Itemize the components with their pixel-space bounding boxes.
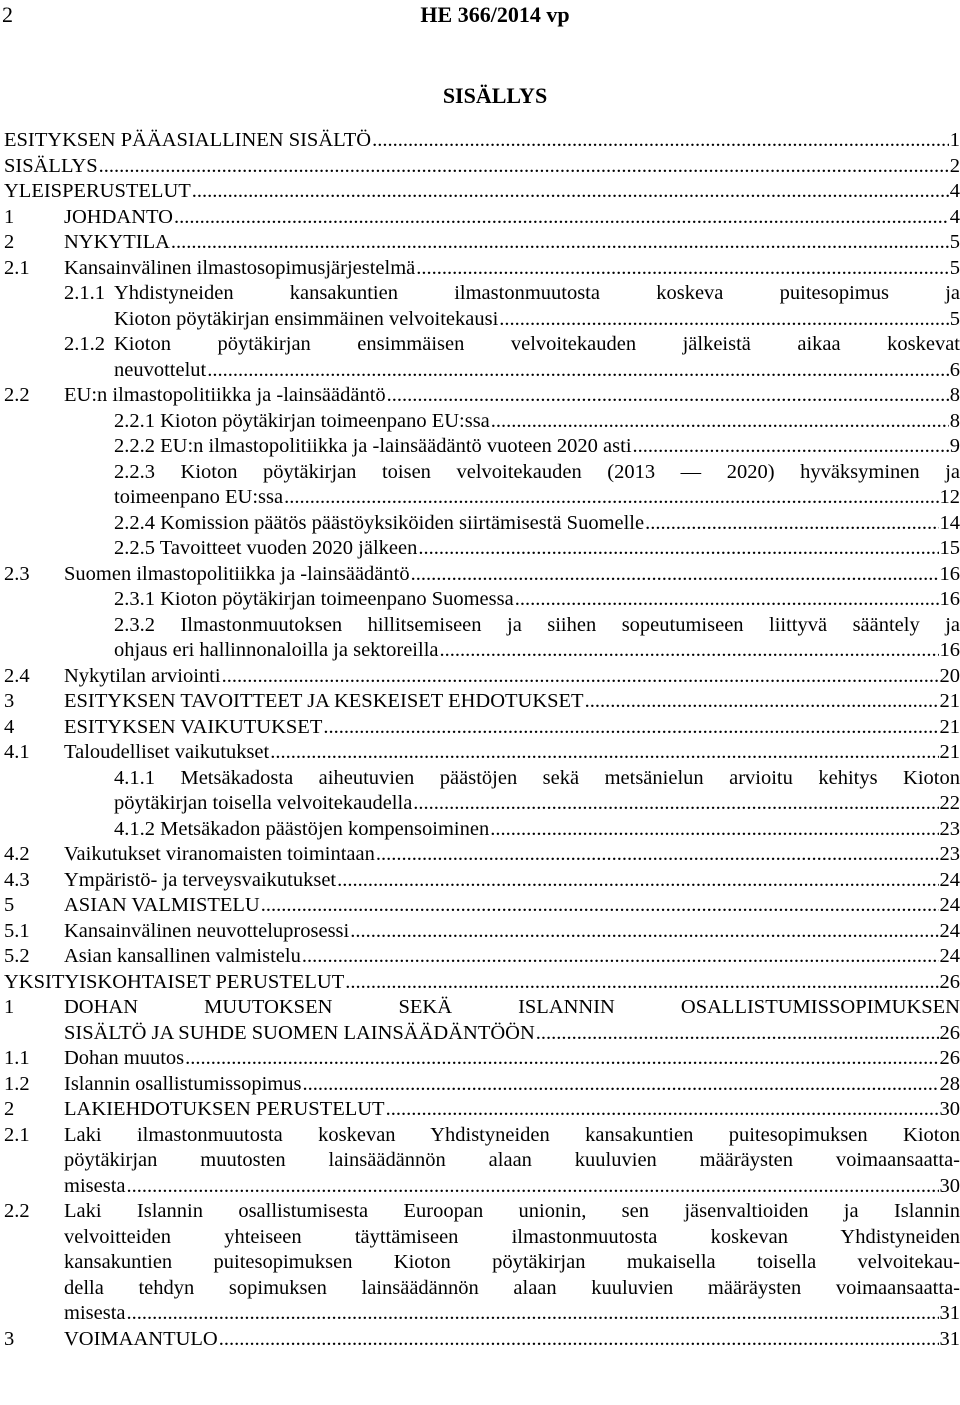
toc-entry-title-line: Kioton pöytäkirjan ensimmäisen velvoitekauden jälkeistä aikaa koskevat: [114, 333, 960, 355]
toc-entry-page: 2: [949, 154, 960, 177]
toc-entry: [4, 842, 960, 868]
toc-entry: [4, 281, 960, 332]
toc-entry: [4, 664, 960, 690]
toc-entry-page: 9: [949, 435, 960, 457]
toc-entry-number: 2.2: [4, 384, 30, 406]
dot-leader: [632, 434, 949, 460]
toc-entry-page: 26: [939, 970, 960, 993]
toc-entry-title-line: YLEISPERUSTELUT: [4, 180, 191, 202]
toc-entry-title-line: ESITYKSEN PÄÄASIALLINEN SISÄLTÖ: [4, 129, 372, 151]
toc-entry-title-line: VOIMAANTULO: [64, 1327, 218, 1350]
toc-entry: [4, 536, 960, 562]
dot-leader: [218, 1327, 939, 1353]
toc-entry-title-line: 2.2.4 Komission päätös päästöyksiköiden siirtämisestä Suomelle: [114, 511, 645, 534]
toc-entry: [4, 332, 960, 383]
toc-entry: [4, 893, 960, 919]
toc-entry: [4, 460, 960, 511]
toc-entry-title-line: pöytäkirjan toisella velvoitekaudella: [114, 792, 413, 814]
toc-entry: [4, 1327, 960, 1353]
dot-leader: [269, 740, 938, 766]
toc-entry-title-line: ohjaus eri hallinnonaloilla ja sektoreilla: [114, 639, 439, 661]
toc-entry-number: 1: [4, 205, 15, 228]
toc-entry-number: 3: [4, 690, 15, 712]
toc-entry-title-line: Islannin osallistumissopimus: [64, 1072, 302, 1095]
toc-entry-title-line: misesta: [64, 1302, 126, 1324]
toc-entry: [4, 409, 960, 435]
toc-entry-number: 2.2: [4, 1200, 30, 1222]
toc-entry-page: 30: [939, 1098, 960, 1120]
toc-entry-page: 22: [939, 792, 960, 814]
toc-entry-title-line: toimeenpano EU:ssa: [114, 486, 284, 508]
toc-entry-number: 2.1.1: [64, 282, 105, 304]
toc-entry-title-line: Kansainvälinen ilmastosopimusjärjestelmä: [64, 256, 416, 279]
toc-entry: [4, 613, 960, 664]
toc-entry-page: 12: [939, 486, 960, 508]
toc-entry-page: 4: [949, 205, 960, 228]
dot-leader: [283, 485, 938, 511]
dot-leader: [344, 970, 938, 996]
toc-entry-page: 26: [939, 1047, 960, 1069]
dot-leader: [535, 1021, 939, 1047]
dot-leader: [415, 256, 948, 282]
toc-entry-title-line: Yhdistyneiden kansakuntien ilmastonmuutosta koskeva puitesopimus ja: [114, 282, 960, 304]
toc-entry: [4, 434, 960, 460]
toc-entry-title-line: Taloudelliset vaikutukset: [64, 741, 270, 763]
dot-leader: [498, 307, 948, 333]
toc-entry-title-line: kansakuntien puitesopimuksen Kioton pöytäkirjan mukaisella toisella velvoitekau-: [64, 1251, 960, 1273]
toc-entry-page: 8: [949, 384, 960, 406]
toc-entry-number: 3: [4, 1327, 15, 1350]
toc-entry-page: 16: [939, 639, 960, 661]
toc-entry-page: 14: [939, 511, 960, 534]
toc-entry-number: 2.1.2: [64, 333, 105, 355]
toc-entry-number: 2.3: [4, 562, 30, 585]
toc-entry-page: 31: [939, 1302, 960, 1324]
dot-leader: [301, 1072, 938, 1098]
dot-leader: [126, 1174, 939, 1200]
toc-entry-page: 24: [939, 868, 960, 891]
dot-leader: [301, 944, 939, 970]
toc-entry-title-line: 2.2.2 EU:n ilmastopolitiikka ja -lainsäädäntö vuoteen 2020 asti: [114, 435, 632, 457]
dot-leader: [98, 154, 949, 180]
toc-entry-title-line: SISÄLLYS: [4, 154, 98, 177]
toc-entry-title-line: velvoitteiden yhteiseen täyttämiseen ilmastonmuutosta koskevan Yhdistyneiden: [64, 1225, 960, 1248]
dot-leader: [385, 1097, 939, 1123]
toc-entry-page: 24: [939, 945, 960, 967]
toc-entry-title-line: Dohan muutos: [64, 1047, 185, 1069]
toc-entry: [4, 715, 960, 741]
toc-entry-number: 2: [4, 1098, 15, 1120]
toc-entry-number: 5.1: [4, 919, 30, 942]
toc-entry-title-line: della tehdyn sopimuksen lainsäädännön alaan kuuluvien määräysten voimaansaatta-: [64, 1276, 960, 1299]
toc-entry: [4, 1123, 960, 1200]
toc-entry-page: 16: [939, 588, 960, 610]
toc-entry-title-line: YKSITYISKOHTAISET PERUSTELUT: [4, 970, 345, 993]
dot-leader: [191, 179, 949, 205]
table-of-contents: [4, 128, 960, 1352]
toc-entry-page: 30: [939, 1174, 960, 1197]
toc-entry: [4, 562, 960, 588]
toc-entry: [4, 511, 960, 537]
toc-entry-number: 2: [4, 231, 15, 253]
toc-entry-title-line: Suomen ilmastopolitiikka ja -lainsäädäntö: [64, 562, 410, 585]
toc-entry-title-line: SISÄLTÖ JA SUHDE SUOMEN LAINSÄÄDÄNTÖÖN: [64, 1021, 535, 1044]
dot-leader: [489, 817, 938, 843]
toc-entry-number: 4: [4, 715, 15, 738]
toc-entry-title-line: ESITYKSEN TAVOITTEET JA KESKEISET EHDOTUKSET: [64, 690, 584, 712]
toc-entry-page: 15: [939, 537, 960, 559]
toc-entry: [4, 128, 960, 154]
toc-entry-page: 23: [939, 843, 960, 865]
toc-entry: [4, 179, 960, 205]
toc-entry-title-line: 2.3.1 Kioton pöytäkirjan toimeenpano Suomessa: [114, 588, 514, 610]
toc-entry: [4, 1097, 960, 1123]
dot-leader: [206, 358, 949, 384]
toc-entry-page: 23: [939, 817, 960, 840]
toc-entry-title-line: pöytäkirjan muutosten lainsäädännön alaan kuuluvien määräysten voimaansaatta-: [64, 1149, 960, 1171]
toc-entry-number: 2.4: [4, 664, 30, 687]
toc-entry: [4, 1199, 960, 1327]
dot-leader: [417, 536, 938, 562]
toc-entry-number: 2.1: [4, 256, 30, 279]
toc-entry-page: 5: [949, 307, 960, 330]
toc-entry-title-line: Laki ilmastonmuutosta koskevan Yhdistyneiden kansakuntien puitesopimuksen Kioton: [64, 1123, 960, 1146]
dot-leader: [126, 1301, 939, 1327]
toc-entry-number: 4.3: [4, 868, 30, 891]
dot-leader: [371, 128, 949, 154]
toc-entry: [4, 230, 960, 256]
toc-entry-title-line: Vaikutukset viranomaisten toimintaan: [64, 843, 375, 865]
toc-entry-number: 1.2: [4, 1072, 30, 1095]
dot-leader: [322, 715, 938, 741]
toc-entry-title-line: Asian kansallinen valmistelu: [64, 945, 301, 967]
toc-entry-title-line: 2.2.1 Kioton pöytäkirjan toimeenpano EU:ssa: [114, 409, 490, 432]
dot-leader: [490, 409, 949, 435]
toc-entry: [4, 970, 960, 996]
toc-entry: [4, 919, 960, 945]
toc-entry-page: 5: [949, 231, 960, 253]
toc-entry-page: 16: [939, 562, 960, 585]
toc-entry-number: 4.1: [4, 741, 30, 763]
toc-entry: [4, 740, 960, 766]
dot-leader: [170, 230, 949, 256]
toc-entry-page: 1: [949, 129, 960, 151]
toc-entry-title-line: EU:n ilmastopolitiikka ja -lainsäädäntö: [64, 384, 386, 406]
toc-entry: [4, 383, 960, 409]
toc-entry: [4, 689, 960, 715]
toc-entry-title-line: ESITYKSEN VAIKUTUKSET: [64, 715, 323, 738]
dot-leader: [644, 511, 938, 537]
toc-entry: [4, 995, 960, 1046]
dot-leader: [410, 562, 939, 588]
dot-leader: [349, 919, 938, 945]
dot-leader: [221, 664, 939, 690]
toc-entry: [4, 868, 960, 894]
toc-entry-page: 21: [939, 715, 960, 738]
toc-entry: [4, 1072, 960, 1098]
toc-entry-page: 6: [949, 358, 960, 381]
dot-leader: [439, 638, 939, 664]
toc-entry: [4, 944, 960, 970]
dot-leader: [375, 842, 939, 868]
toc-entry-title-line: Nykytilan arviointi: [64, 664, 221, 687]
page-number: 2: [2, 2, 13, 27]
toc-entry: [4, 587, 960, 613]
document-id: HE 366/2014 vp: [420, 2, 570, 27]
toc-entry-number: 5.2: [4, 945, 30, 967]
toc-entry-number: 5: [4, 894, 15, 916]
toc-entry-title-line: Kioton pöytäkirjan ensimmäinen velvoitekausi: [114, 307, 499, 330]
toc-entry-title-line: 2.3.2 Ilmastonmuutoksen hillitsemiseen ja siihen sopeutumiseen liittyvä sääntely ja: [114, 613, 960, 636]
toc-entry-title-line: neuvottelut: [114, 358, 207, 381]
dot-leader: [336, 868, 938, 894]
toc-entry-title-line: ASIAN VALMISTELU: [64, 894, 260, 916]
toc-entry-number: 2.1: [4, 1123, 30, 1146]
toc-entry: [4, 1046, 960, 1072]
toc-entry-title-line: misesta: [64, 1174, 126, 1197]
toc-entry-title-line: JOHDANTO: [64, 205, 173, 228]
dot-leader: [184, 1046, 938, 1072]
toc-entry-title-line: Kansainvälinen neuvotteluprosessi: [64, 919, 350, 942]
toc-entry-number: 1: [4, 996, 15, 1018]
toc-entry-title-line: 2.2.3 Kioton pöytäkirjan toisen velvoitekauden (2013 — 2020) hyväksyminen ja: [114, 460, 960, 483]
dot-leader: [514, 587, 939, 613]
toc-entry-title-line: NYKYTILA: [64, 231, 170, 253]
toc-entry-page: 4: [949, 180, 960, 202]
toc-entry-page: 8: [949, 409, 960, 432]
dot-leader: [260, 893, 939, 919]
toc-entry: [4, 154, 960, 180]
dot-leader: [386, 383, 949, 409]
toc-entry-page: 24: [939, 919, 960, 942]
toc-entry-page: 28: [939, 1072, 960, 1095]
toc-entry-title-line: LAKIEHDOTUKSEN PERUSTELUT: [64, 1098, 385, 1120]
toc-entry-page: 20: [939, 664, 960, 687]
dot-leader: [584, 689, 939, 715]
toc-entry-page: 24: [939, 894, 960, 916]
toc-entry-title-line: 4.1.2 Metsäkadon päästöjen kompensoiminen: [114, 817, 490, 840]
toc-entry-page: 21: [939, 690, 960, 712]
toc-entry-page: 5: [949, 256, 960, 279]
toc-entry-title-line: Laki Islannin osallistumisesta Euroopan unionin, sen jäsenvaltioiden ja Islannin: [64, 1200, 960, 1222]
toc-entry-page: 21: [939, 741, 960, 763]
toc-entry-title-line: 4.1.1 Metsäkadosta aiheutuvien päästöjen sekä metsänielun arvioitu kehitys Kioton: [114, 766, 960, 789]
toc-entry-number: 1.1: [4, 1047, 30, 1069]
toc-entry-number: 4.2: [4, 843, 30, 865]
dot-leader: [412, 791, 938, 817]
toc-entry: [4, 256, 960, 282]
toc-entry-title-line: DOHAN MUUTOKSEN SEKÄ ISLANNIN OSALLISTUMISSOPIMUKSEN: [64, 996, 960, 1018]
toc-entry-page: 26: [939, 1021, 960, 1044]
toc-entry-page: 31: [939, 1327, 960, 1350]
toc-entry: [4, 205, 960, 231]
toc-entry-title-line: Ympäristö- ja terveysvaikutukset: [64, 868, 337, 891]
toc-entry: [4, 817, 960, 843]
toc-entry: [4, 766, 960, 817]
dot-leader: [173, 205, 949, 231]
toc-title: SISÄLLYS: [442, 83, 548, 108]
toc-entry-title-line: 2.2.5 Tavoitteet vuoden 2020 jälkeen: [114, 537, 418, 559]
